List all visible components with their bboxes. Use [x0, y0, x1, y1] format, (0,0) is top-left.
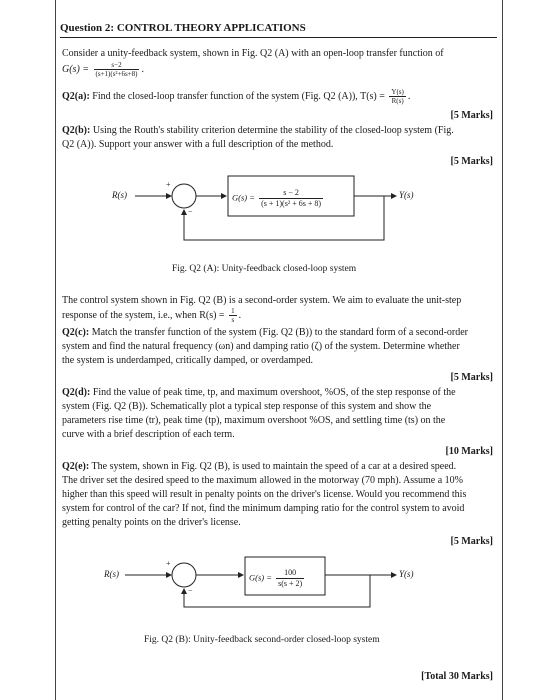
fig-b-g-numerator: 100: [276, 568, 304, 579]
q2a-label: Q2(a):: [62, 90, 90, 102]
q2c-line1: [62, 326, 492, 339]
q2b-marks: [5 Marks]: [450, 156, 493, 167]
t-numerator: Y(s): [391, 88, 404, 96]
q2a-marks: [5 Marks]: [450, 110, 493, 121]
t-fraction: [389, 88, 405, 105]
intro2-tail: .: [238, 309, 242, 321]
q2c-marks: [5 Marks]: [450, 372, 493, 383]
fig-b-minus-sign: −: [188, 586, 193, 595]
intro2-text: response of the system, i.e., when R(s) =: [62, 309, 225, 321]
q2d-label: Q2(d):: [62, 387, 91, 398]
r-fraction: [229, 307, 237, 324]
q2b-label: Q2(b):: [62, 125, 91, 136]
q2a-text: [62, 88, 492, 105]
fig-a-g-fraction: [259, 188, 323, 209]
r-numerator: 1: [231, 307, 235, 315]
intro2-line1: The control system shown in Fig. Q2 (B) is a second-order system. We aim to evaluate the unit-step: [62, 295, 462, 306]
intro-equation: [62, 61, 492, 78]
g-fraction: [94, 61, 140, 78]
fig-a-caption: Fig. Q2 (A): Unity-feedback closed-loop system: [172, 264, 357, 274]
q2c-line2: system and find the natural frequency (ωn) and damping ratio (ζ) of the system. Determine whether: [62, 341, 460, 352]
g-lhs: G(s) =: [62, 63, 90, 75]
g-numerator: s−2: [94, 61, 140, 70]
q2e-marks: [5 Marks]: [450, 536, 493, 547]
fig-b-plus-sign: +: [166, 559, 171, 568]
fig-b-g-fraction: [276, 568, 304, 589]
g-denominator: (s+1)(s²+6s+8): [95, 70, 138, 78]
q2e-line1: [62, 460, 492, 473]
q2d-body: Find the value of peak time, tp, and maximum overshoot, %OS, of the step response of the: [92, 387, 456, 398]
fig-b-g-lhs: G(s) =: [249, 572, 272, 583]
q2e-line2: The driver set the desired speed to the maximum allowed in the motorway (70 mph). Assume a 10%: [62, 475, 464, 486]
fig-a-plus-sign: +: [166, 180, 171, 189]
q2e-line5: getting penalty points on the driver's license.: [62, 517, 241, 528]
q2c-line3: the system is underdamped, critically damped, or overdamped.: [62, 355, 314, 366]
fig-a-g-denominator: (s + 1)(s² + 6s + 8): [261, 199, 322, 208]
q2e-line4: system for control of the car? If not, find the minimum damping ratio for the control system to avoid: [62, 503, 465, 514]
q2e-label: Q2(e):: [62, 461, 90, 472]
r-denominator: s: [231, 316, 235, 324]
q2d-line4: curve with a brief description of each term.: [62, 429, 235, 440]
q2a-body: Find the closed-loop transfer function of the system (Fig. Q2 (A)), T(s) =: [92, 90, 385, 102]
q2c-label: Q2(c):: [62, 327, 90, 338]
page-title: Question 2: CONTROL THEORY APPLICATIONS: [60, 22, 497, 38]
q2b-body: Using the Routh's stability criterion determine the stability of the closed-loop system (Fig.: [92, 125, 454, 136]
fig-b-input-label: R(s): [104, 569, 119, 579]
q2d-line2: system (Fig. Q2 (B)). Schematically plot a typical step response of this system and show the: [62, 401, 432, 412]
g-tail: .: [141, 63, 144, 75]
intro-text: Consider a unity-feedback system, shown in Fig. Q2 (A) with an open-loop transfer function of: [62, 48, 444, 59]
fig-b-output-label: Y(s): [399, 569, 414, 579]
fig-a-block-text: [232, 188, 325, 209]
fig-a-input-label: R(s): [112, 190, 127, 200]
q2d-line1: [62, 386, 492, 399]
q2d-marks: [10 Marks]: [445, 446, 493, 457]
fig-b-caption: Fig. Q2 (B): Unity-feedback second-order closed-loop system: [144, 635, 380, 645]
q2b-line2: Q2 (A)). Support your answer with a full description of the method.: [62, 139, 334, 150]
q2d-line3: parameters rise time (tr), peak time (tp), maximum overshoot %OS, and settling time (ts) on the: [62, 415, 446, 426]
fig-a-g-lhs: G(s) =: [232, 192, 255, 203]
intro2-line2: [62, 307, 492, 324]
fig-a-minus-sign: −: [188, 207, 193, 216]
q2b-line1: [62, 124, 492, 137]
fig-b-g-denominator: s(s + 2): [278, 579, 303, 588]
q2a-tail: .: [407, 90, 411, 102]
q2c-body: Match the transfer function of the system (Fig. Q2 (B)) to the standard form of a second-order: [91, 327, 468, 338]
fig-a-g-numerator: s − 2: [259, 188, 323, 199]
t-denominator: R(s): [391, 97, 404, 105]
fig-a-output-label: Y(s): [399, 190, 414, 200]
q2e-line3: higher than this speed will result in penalty points on the driver's license. Would you recommend this: [62, 489, 467, 500]
fig-b-block-text: [249, 568, 306, 589]
total-marks: [Total 30 Marks]: [421, 671, 493, 682]
q2e-body: The system, shown in Fig. Q2 (B), is used to maintain the speed of a car at a desired speed.: [91, 461, 457, 472]
